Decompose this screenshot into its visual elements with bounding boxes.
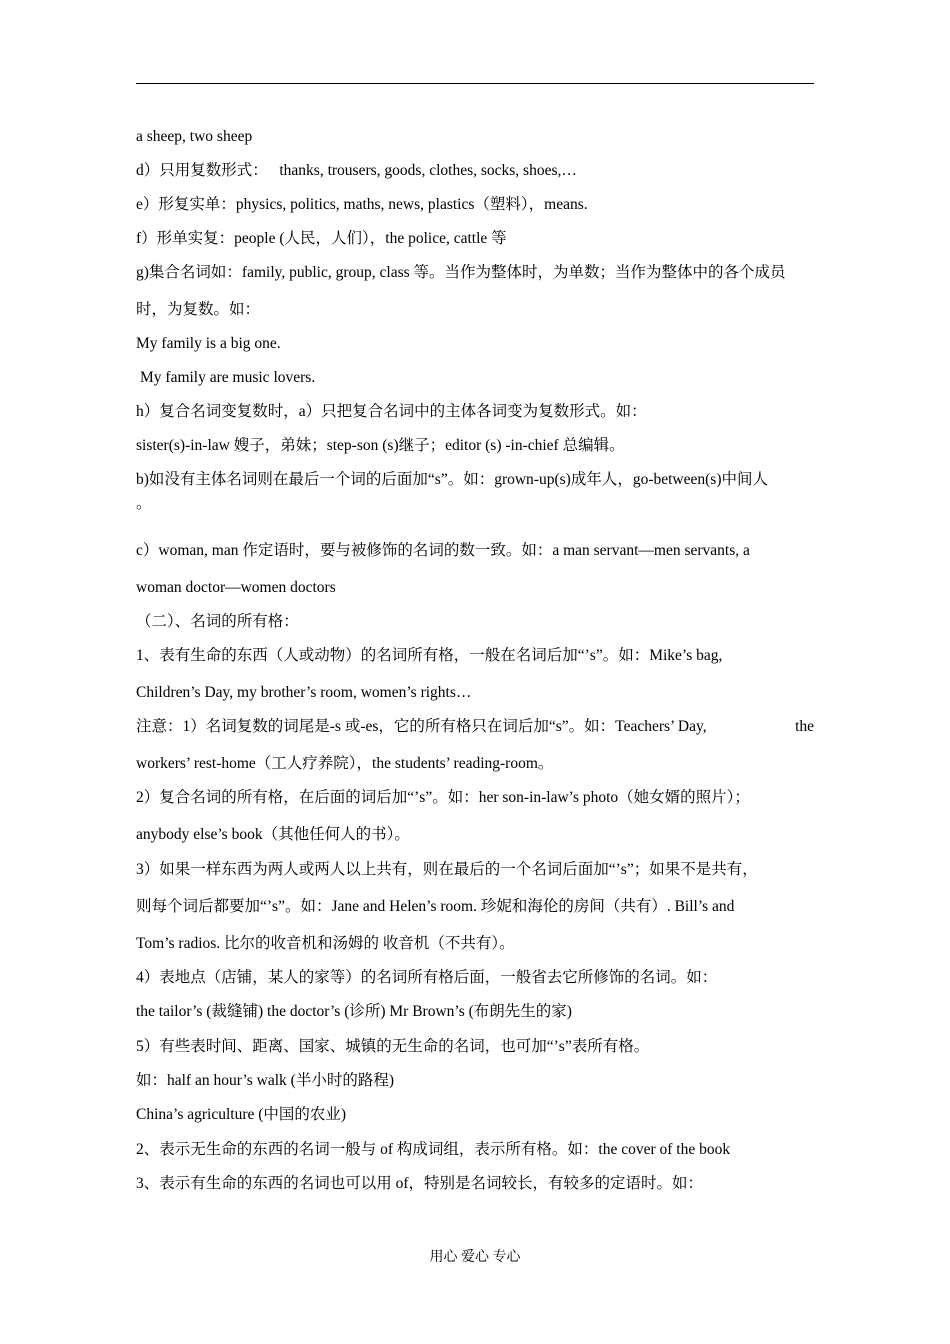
page-footer: 用心 爱心 专心 xyxy=(429,1250,521,1265)
text-line: the tailor’s (裁缝铺) the doctor’s (诊所) Mr Brown’s (布朗先生的家) xyxy=(136,1003,572,1020)
text-line: h）复合名词变复数时，a）只把复合名词中的主体各词变为复数形式。如： xyxy=(136,403,647,420)
text-line: g)集合名词如：family, public, group, class 等。当作为整体时，为单数；当作为整体中的各个成员 xyxy=(136,264,786,281)
text-line: b)如没有主体名词则在最后一个词的后面加“s”。如：grown-up(s)成年人，go-between(s)中间人 xyxy=(136,471,768,488)
text-line: 。 xyxy=(136,495,152,512)
text-line: 2）复合名词的所有格，在后面的词后加“’s”。如：her son-in-law’s photo（她女婿的照片）； xyxy=(136,789,750,806)
text-line: Tom’s radios. 比尔的收音机和汤姆的 收音机（不共有）。 xyxy=(136,935,515,952)
note-line-end: the xyxy=(795,718,814,735)
text-line: 4）表地点（店铺，某人的家等）的名词所有格后面，一般省去它所修饰的名词。如： xyxy=(136,969,718,986)
example-sentence: My family is a big one. xyxy=(136,335,281,352)
text-line: sister(s)-in-law 嫂子，弟妹；step-son (s)继子；editor (s) -in-chief 总编辑。 xyxy=(136,437,625,454)
example-sentence: My family are music lovers. xyxy=(140,369,316,386)
header-rule xyxy=(136,83,814,84)
text-line: 3、表示有生命的东西的名词也可以用 of，特别是名词较长，有较多的定语时。如： xyxy=(136,1175,704,1192)
section-heading: （二）、名词的所有格： xyxy=(136,613,299,630)
text-line: 5）有些表时间、距离、国家、城镇的无生命的名词，也可加“’s”表所有格。 xyxy=(136,1038,650,1055)
text-line: 如：half an hour’s walk (半小时的路程) xyxy=(136,1072,395,1089)
text-line: e）形复实单：physics, politics, maths, news, plastics（塑料），means. xyxy=(136,196,588,213)
text-line: woman doctor—women doctors xyxy=(136,579,336,596)
text-line: a sheep, two sheep xyxy=(136,128,253,145)
text-line: 1、表有生命的东西（人或动物）的名词所有格，一般在名词后加“’s”。如：Mike’s bag, xyxy=(136,647,723,664)
text-line: 则每个词后都要加“’s”。如：Jane and Helen’s room. 珍妮和海伦的房间（共有）. Bill’s and xyxy=(136,898,735,915)
text-line: China’s agriculture (中国的农业) xyxy=(136,1106,347,1123)
text-line: d）只用复数形式： thanks, trousers, goods, clothes, socks, shoes,… xyxy=(136,162,577,179)
text-line: 2、表示无生命的东西的名词一般与 of 构成词组，表示所有格。如：the cover of the book xyxy=(136,1141,731,1158)
text-line: anybody else’s book（其他任何人的书）。 xyxy=(136,826,410,843)
text-line: f）形单实复：people (人民，人们），the police, cattle 等 xyxy=(136,230,507,247)
text-line: 时，为复数。如： xyxy=(136,301,261,318)
note-line xyxy=(136,717,814,737)
text-line: c）woman, man 作定语时，要与被修饰的名词的数一致。如：a man servant—men servants, a xyxy=(136,542,750,559)
text-line: workers’ rest-home（工人疗养院），the students’ reading-room。 xyxy=(136,755,554,772)
note-line-text: 注意：1）名词复数的词尾是-s 或-es，它的所有格只在词后加“s”。如：Teachers’ Day, xyxy=(136,718,707,735)
text-line: 3）如果一样东西为两人或两人以上共有，则在最后的一个名词后面加“’s”；如果不是共有， xyxy=(136,861,758,878)
text-line: Children’s Day, my brother’s room, women’s rights… xyxy=(136,684,472,701)
